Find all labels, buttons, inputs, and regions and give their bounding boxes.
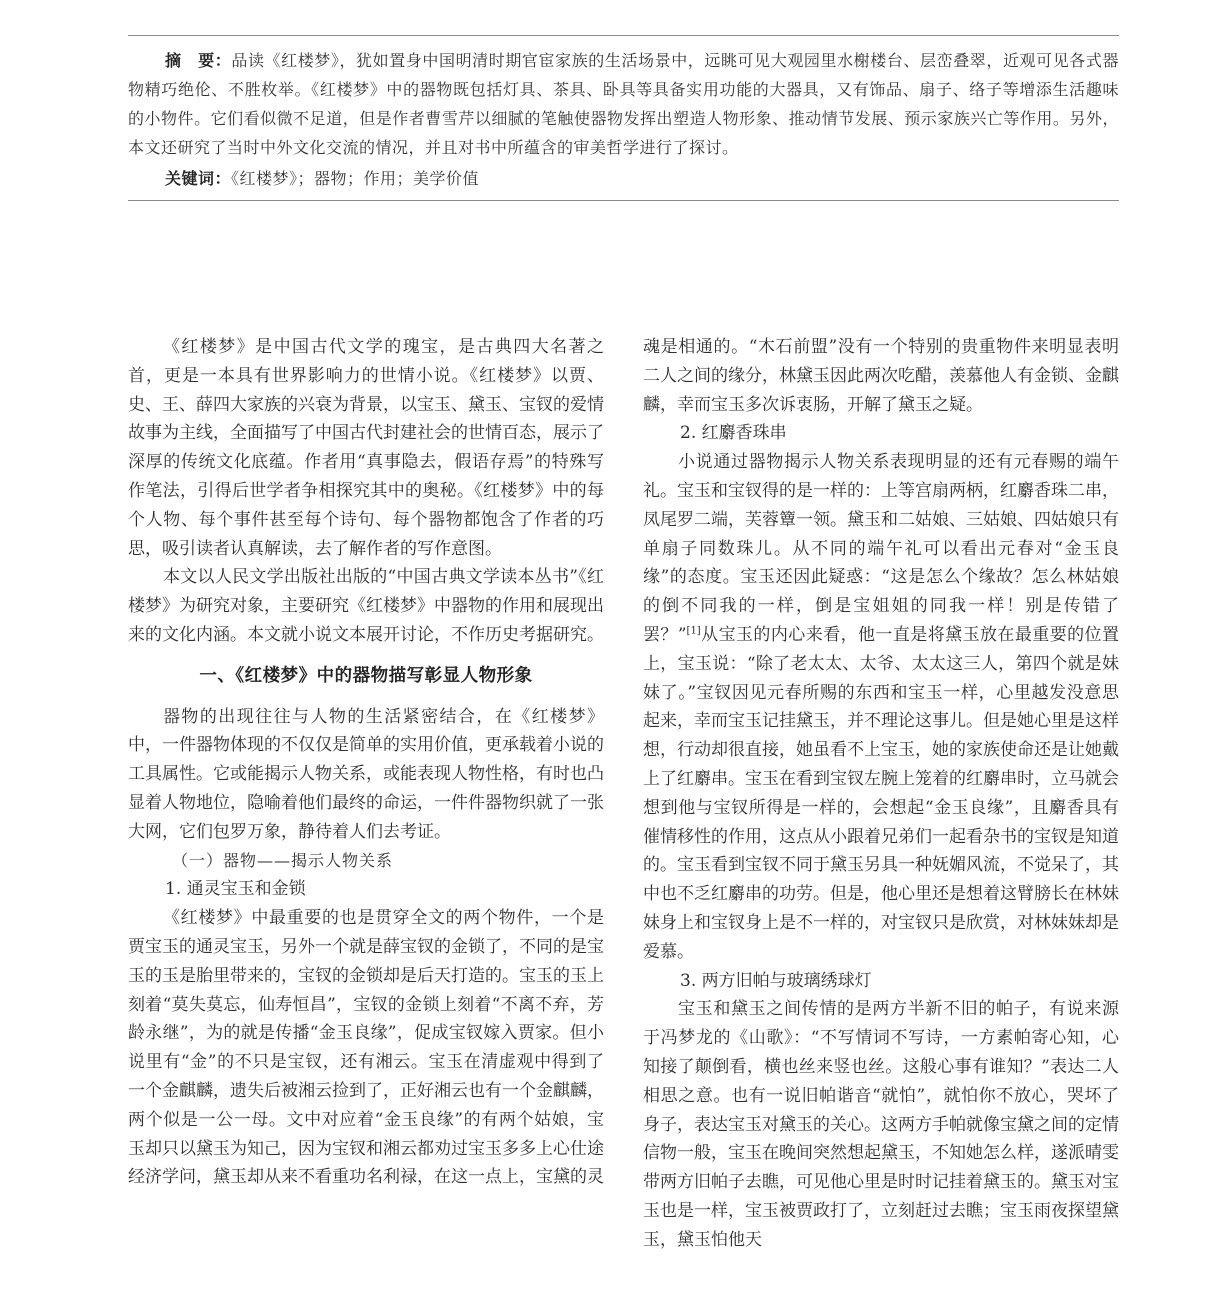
musk-beads-text-b: 从宝玉的内心来看，他一直是将黛玉放在最重要的位置上，宝玉说：“除了老太太、太爷、太太这三人，第四个就是妹妹了。”宝钗因见元春所赐的东西和宝玉一样，心里越发没意思起来，幸而宝玉记挂黛玉，并不理论这事儿。但是她心里是这样想，行动却很直接，她虽看不上宝玉，她的家族使命还是让她戴上了红麝串。宝玉在看到宝钗左腕上笼着的红麝串时，立马就会想到他与宝钗所得是一样的，会想起“金玉良缘”，且麝香具有催情移性的作用，这点从小跟着兄弟们一起看杂书的宝钗是知道的。宝玉看到宝钗不同于黛玉另具一种妩媚风流，不觉呆了，其中也不乏红麝串的功劳。但是，他心里还是想着这臂膀长在林妹妹身上和宝钗身上是不一样的，对宝钗只是欣赏，对林妹妹却是爱慕。 <box>643 624 1119 962</box>
abstract-label: 摘 要： <box>165 51 232 70</box>
left-column <box>128 333 604 1192</box>
intro-paragraph-1: 《红楼梦》是中国古代文学的瑰宝，是古典四大名著之首，更是一本具有世界影响力的世情小说。《红楼梦》以贾、史、王、薛四大家族的兴衰为背景，以宝玉、黛玉、宝钗的爱情故事为主线，全面描写了中国古代封建社会的世情百态，展示了深厚的传统文化底蕴。作者用“真事隐去，假语存焉”的特殊写作笔法，引得后世学者争相探究其中的奥秘。《红楼梦》中的每个人物、每个事件甚至每个诗句、每个器物都饱含了作者的巧思，吸引读者认真解读，去了解作者的写作意图。 <box>128 337 604 559</box>
subsubsection-heading-2: 2. 红麝香珠串 <box>680 423 787 444</box>
section1-paragraph: 器物的出现往往与人物的生活紧密结合，在《红楼梦》中，一件器物体现的不仅仅是简单的实用价值，更承载着小说的工具属性。它或能揭示人物关系，或能表现人物性格，有时也凸显着人物地位，隐喻着他们最终的命运，一件件器物织就了一张大网，它们包罗万象，静待着人们去考证。 <box>128 706 604 842</box>
subsection-heading-1: （一）器物——揭示人物关系 <box>172 850 394 870</box>
citation-ref[interactable]: [1] <box>686 625 701 637</box>
keywords-text: 《红楼梦》；器物；作用；美学价值 <box>231 169 480 188</box>
keywords-label: 关键词： <box>165 169 232 188</box>
jade-lock-paragraph: 《红楼梦》中最重要的也是贯穿全文的两个物件，一个是贾宝玉的通灵宝玉，另外一个就是薛宝钗的金锁了，不同的是宝玉的玉是胎里带来的，宝钗的金锁却是后天打造的。宝玉的玉上刻着“莫失莫忘，仙寿恒昌”，宝钗的金锁上刻着“不离不弃，芳龄永继”，为的就是传播“金玉良缘”，促成宝钗嫁入贾家。但小说里有“金”的不只是宝钗，还有湘云。宝玉在清虚观中得到了一个金麒麟，遗失后被湘云捡到了，正好湘云也有一个金麒麟，两个似是一公一母。文中对应着“金玉良缘”的有两个姑娘，宝玉却只以黛玉为知己，因为宝钗和湘云都劝过宝玉多多上心仕途经济学问，黛玉却从来不看重功名利禄，在这一点上，宝黛的灵 <box>128 908 604 1188</box>
musk-beads-paragraph <box>643 448 1119 966</box>
handkerchief-paragraph: 宝玉和黛玉之间传情的是两方半新不旧的帕子，有说来源于冯梦龙的《山歌》：“不写情词不写诗，一方素帕寄心知，心知接了颠倒看，横也丝来竖也丝。这般心事有谁知？”表达二人相思之意。也有一说旧帕谐音“就怕”，就怕你不放心，哭坏了身子，表达宝玉对黛玉的关心。这两方手帕就像宝黛之间的定情信物一般，宝玉在晚间突然想起黛玉，不知她怎么样，遂派晴雯带两方旧帕子去瞧，可见他心里是时时记挂着黛玉的。黛玉对宝玉也是一样，宝玉被贾政打了，立刻赶过去瞧；宝玉雨夜探望黛玉，黛玉怕他天 <box>643 999 1119 1250</box>
abstract-paragraph <box>128 46 1119 162</box>
right-column <box>643 333 1119 1255</box>
intro-paragraph-2: 本文以人民文学出版社出版的“中国古典文学读本丛书”《红楼梦》为研究对象，主要研究《红楼梦》中器物的作用和展现出来的文化内涵。本文就小说文本展开讨论，不作历史考据研究。 <box>128 567 604 645</box>
continued-paragraph: 魂是相通的。“木石前盟”没有一个特别的贵重物件来明显表明二人之间的缘分，林黛玉因此两次吃醋，羡慕他人有金锁、金麒麟，幸而宝玉多次诉衷肠，开解了黛玉之疑。 <box>643 337 1119 415</box>
subsubsection-heading-1: 1. 通灵宝玉和金锁 <box>165 879 306 900</box>
bottom-rule <box>128 200 1119 201</box>
top-rule <box>128 35 1119 36</box>
section-heading-1: 一、《红楼梦》中的器物描写彰显人物形象 <box>199 665 533 686</box>
keywords-line <box>128 164 1119 193</box>
abstract-block <box>128 46 1119 193</box>
subsubsection-heading-3: 3. 两方旧帕与玻璃绣球灯 <box>680 970 872 991</box>
musk-beads-text-a: 小说通过器物揭示人物关系表现明显的还有元春赐的端午礼。宝玉和宝钗得的是一样的：上等宫扇两柄，红麝香珠二串，凤尾罗二端，芙蓉簟一领。黛玉和二姑娘、三姑娘、四姑娘只有单扇子同数珠儿。从不同的端午礼可以看出元春对“金玉良缘”的态度。宝玉还因此疑惑：“这是怎么个缘故？怎么林姑娘的倒不同我的一样，倒是宝姐姐的同我一样！别是传错了罢？” <box>643 452 1119 645</box>
abstract-text: 品读《红楼梦》，犹如置身中国明清时期官宦家族的生活场景中，远眺可见大观园里水榭楼台、层峦叠翠，近观可见各式器物精巧绝伦、不胜枚举。《红楼梦》中的器物既包括灯具、茶具、卧具等具备实用功能的大器具，又有饰品、扇子、络子等增添生活趣味的小物件。它们看似微不足道，但是作者曹雪芹以细腻的笔触使器物发挥出塑造人物形象、推动情节发展、预示家族兴亡等作用。另外，本文还研究了当时中外文化交流的情况，并且对书中所蕴含的审美哲学进行了探讨。 <box>128 51 1119 157</box>
